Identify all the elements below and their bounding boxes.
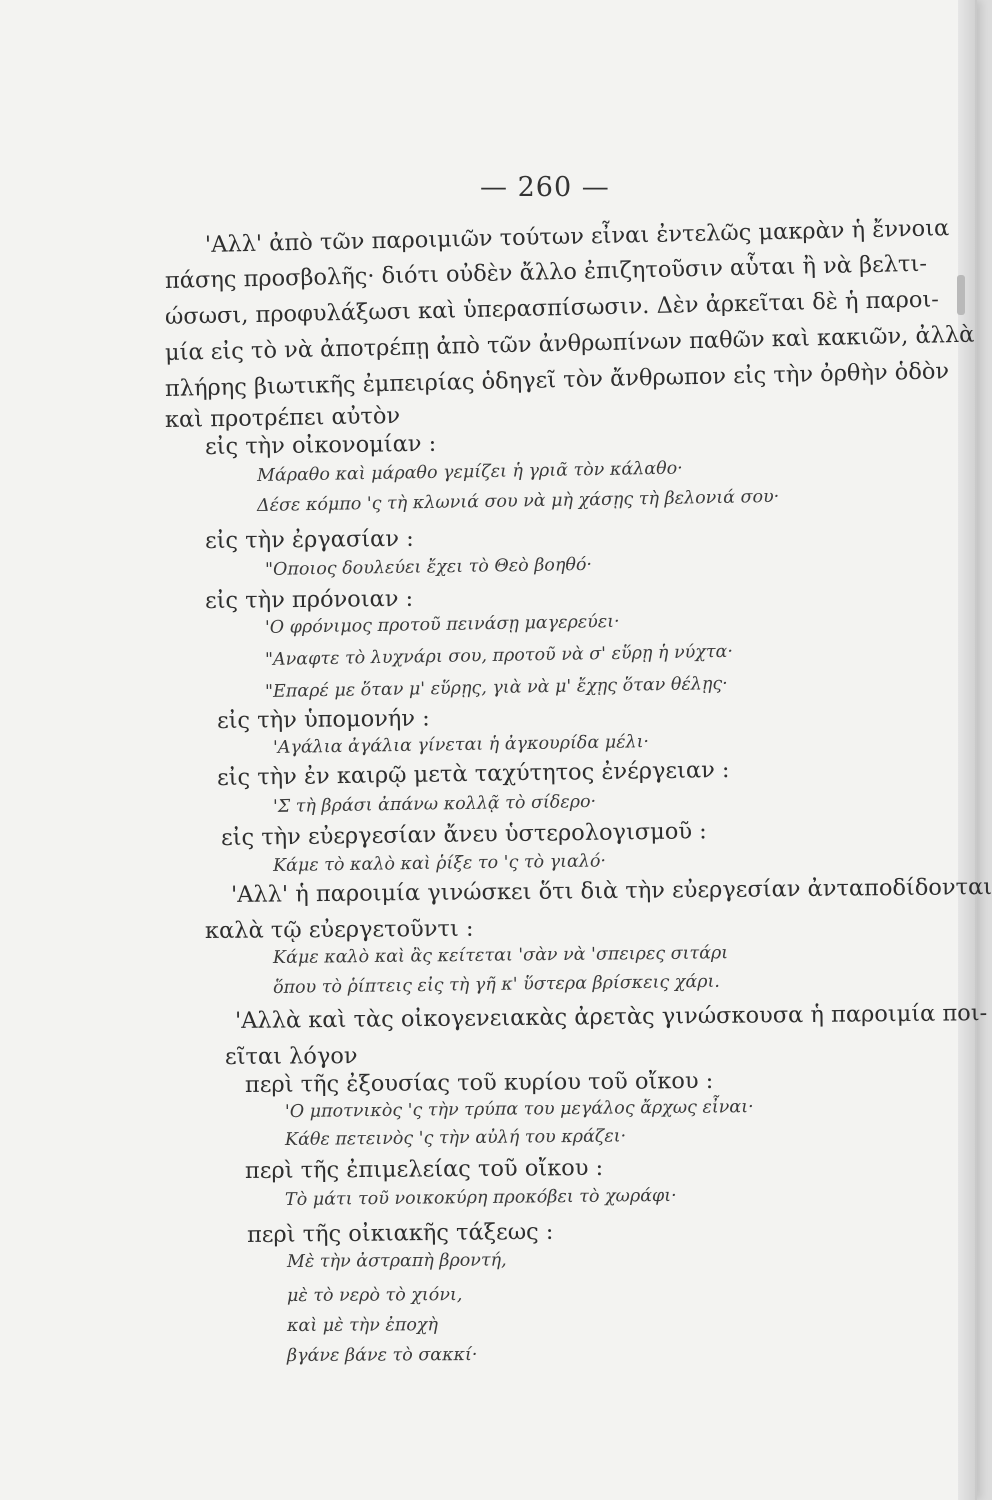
proverb-line: Μάραθο καὶ μάραθο γεμίζει ἡ γριᾶ τὸν κάλαθο· (256, 458, 683, 486)
proverb-line: Τὸ μάτι τοῦ νοικοκύρη προκόβει τὸ χωράφι· (284, 1185, 677, 1210)
proverb-line: Κάμε τὸ καλὸ καὶ ῥίξε το 'ς τὸ γιαλό· (272, 851, 607, 876)
topic-heading: εἰς τὴν ὑπομονήν : (216, 705, 430, 734)
paragraph-line: 'Αλλ' ἀπὸ τῶν παροιμιῶν τούτων εἶναι ἐντελῶς μακρὰν ἡ ἔννοια (204, 215, 950, 258)
paragraph-line: 'Αλλὰ καὶ τὰς οἰκογενειακὰς ἀρετὰς γινώσκουσα ἡ παροιμία ποι- (234, 1000, 988, 1034)
proverb-line: 'Ο μποτνικὸς 'ς τὴν τρύπα του μεγάλος ἄρχως εἶναι· (284, 1097, 754, 1122)
paragraph-line: 'Αλλ' ἡ παροιμία γινώσκει ὅτι διὰ τὴν εὐεργεσίαν ἀνταποδίδονται (230, 874, 992, 908)
proverb-line: Κάμε καλὸ καὶ ἂς κείτεται 'σὰν νὰ 'σπειρες σιτάρι (272, 943, 729, 968)
proverb-line: 'Σ τὴ βράσι ἀπάνω κολλᾷ τὸ σίδερο· (272, 791, 597, 817)
paragraph-line: ώσωσι, προφυλάξωσι καὶ ὑπερασπίσωσιν. Δὲν ἀρκεῖται δὲ ἡ παροι- (164, 286, 940, 330)
topic-heading: εἰς τὴν ἐργασίαν : (204, 525, 414, 554)
page-edge-mark (957, 275, 965, 315)
topic-heading: περὶ τῆς ἐξουσίας τοῦ κυρίου τοῦ οἴκου : (244, 1067, 714, 1098)
proverb-line: Δέσε κόμπο 'ς τὴ κλωνιά σου νὰ μὴ χάσῃς τὴ βελονιά σου· (256, 486, 780, 516)
proverb-line: Κάθε πετεινὸς 'ς τὴν αὐλή του κράζει· (284, 1126, 627, 1150)
paragraph-line: μία εἰς τὸ νὰ ἀποτρέπῃ ἀπὸ τῶν ἀνθρωπίνων παθῶν καὶ κακιῶν, ἀλλὰ (164, 321, 975, 366)
proverb-line: 'Ο φρόνιμος προτοῦ πεινάσῃ μαγερεύει· (264, 611, 620, 638)
paragraph-line: καλὰ τῷ εὐεργετοῦντι : (204, 915, 474, 944)
paragraph-line: πλήρης βιωτικῆς ἐμπειρίας ὁδηγεῖ τὸν ἄνθρωπον εἰς τὴν ὀρθὴν ὁδὸν (164, 358, 950, 402)
topic-heading: εἰς τὴν οἰκονομίαν : (204, 430, 437, 460)
topic-heading: εἰς τὴν εὐεργεσίαν ἄνευ ὑστερολογισμοῦ : (220, 818, 707, 851)
proverb-line: καὶ μὲ τὴν ἐποχὴ (286, 1315, 438, 1336)
topic-heading: εἰς τὴν πρόνοιαν : (204, 585, 414, 614)
proverb-line: "Επαρέ με ὅταν μ' εὕρῃς, γιὰ νὰ μ' ἔχῃς ὅταν θέλῃς· (264, 673, 728, 702)
paragraph-line: εῖται λόγον (224, 1043, 358, 1070)
proverb-line: "Οποιος δουλεύει ἔχει τὸ Θεὸ βοηθό· (264, 554, 593, 580)
proverb-line: ὅπου τὸ ῥίπτεις εἰς τὴ γῆ κ' ὕστερα βρίσκεις χάρι. (272, 971, 721, 998)
page-number: — 260 — (480, 172, 610, 203)
proverb-line: Μὲ τὴν ἀστραπὴ βροντή, (286, 1250, 507, 1272)
paragraph-line: καὶ προτρέπει αὐτὸν (164, 402, 401, 433)
proverb-line: 'Αγάλια ἀγάλια γίνεται ἡ ἀγκουρίδα μέλι· (272, 732, 650, 758)
proverb-line: βγάνε βάνε τὸ σακκί· (286, 1345, 478, 1366)
proverb-line: μὲ τὸ νερὸ τὸ χιόνι, (286, 1285, 463, 1306)
paragraph-line: πάσης προσβολῆς· διότι οὐδὲν ἄλλο ἐπιζητοῦσιν αὗται ἢ νὰ βελτι- (164, 250, 928, 294)
topic-heading: περὶ τῆς οἰκιακῆς τάξεως : (246, 1218, 554, 1248)
topic-heading: εἰς τὴν ἐν καιρῷ μετὰ ταχύτητος ἐνέργειαν : (216, 756, 730, 791)
proverb-line: "Αναφτε τὸ λυχνάρι σου, προτοῦ νὰ σ' εὕρῃ ἡ νύχτα· (264, 641, 734, 670)
topic-heading: περὶ τῆς ἐπιμελείας τοῦ οἴκου : (244, 1154, 604, 1184)
scan-edge (958, 0, 975, 1500)
